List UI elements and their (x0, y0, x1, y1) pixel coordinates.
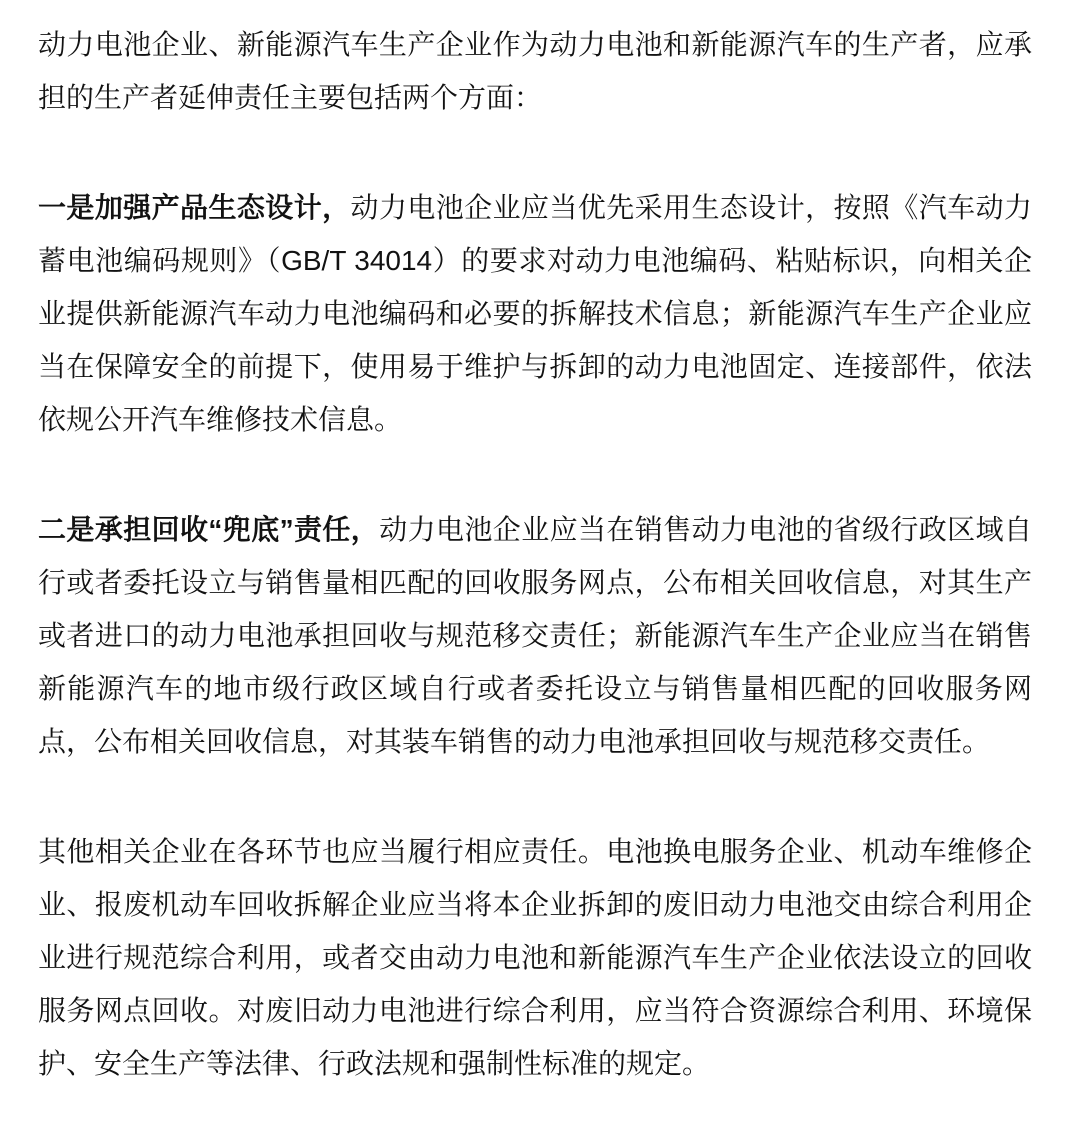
paragraph-intro-text: 动力电池企业、新能源汽车生产企业作为动力电池和新能源汽车的生产者，应承担的生产者延伸责任主要包括两个方面： (38, 29, 1032, 113)
paragraph-intro (38, 18, 1032, 124)
paragraph-point-two-lead: 二是承担回收“兜底”责任， (38, 514, 380, 545)
paragraph-point-two (38, 503, 1032, 768)
paragraph-other-enterprises (38, 825, 1032, 1090)
paragraph-point-one (38, 181, 1032, 446)
paragraph-point-two-text: 动力电池企业应当在销售动力电池的省级行政区域自行或者委托设立与销售量相匹配的回收服务网点，公布相关回收信息，对其生产或者进口的动力电池承担回收与规范移交责任；新能源汽车生产企业应当在销售新能源汽车的地市级行政区域自行或者委托设立与销售量相匹配的回收服务网点，公布相关回收信息，对其装车销售的动力电池承担回收与规范移交责任。 (38, 514, 1032, 757)
paragraph-point-one-text: 动力电池企业应当优先采用生态设计，按照《汽车动力蓄电池编码规则》（GB/T 34014）的要求对动力电池编码、粘贴标识，向相关企业提供新能源汽车动力电池编码和必要的拆解技术信息；新能源汽车生产企业应当在保障安全的前提下，使用易于维护与拆卸的动力电池固定、连接部件，依法依规公开汽车维修技术信息。 (38, 192, 1032, 435)
paragraph-other-enterprises-text: 其他相关企业在各环节也应当履行相应责任。电池换电服务企业、机动车维修企业、报废机动车回收拆解企业应当将本企业拆卸的废旧动力电池交由综合利用企业进行规范综合利用，或者交由动力电池和新能源汽车生产企业依法设立的回收服务网点回收。对废旧动力电池进行综合利用，应当符合资源综合利用、环境保护、安全生产等法律、行政法规和强制性标准的规定。 (38, 836, 1032, 1079)
paragraph-point-one-lead: 一是加强产品生态设计， (38, 192, 351, 223)
